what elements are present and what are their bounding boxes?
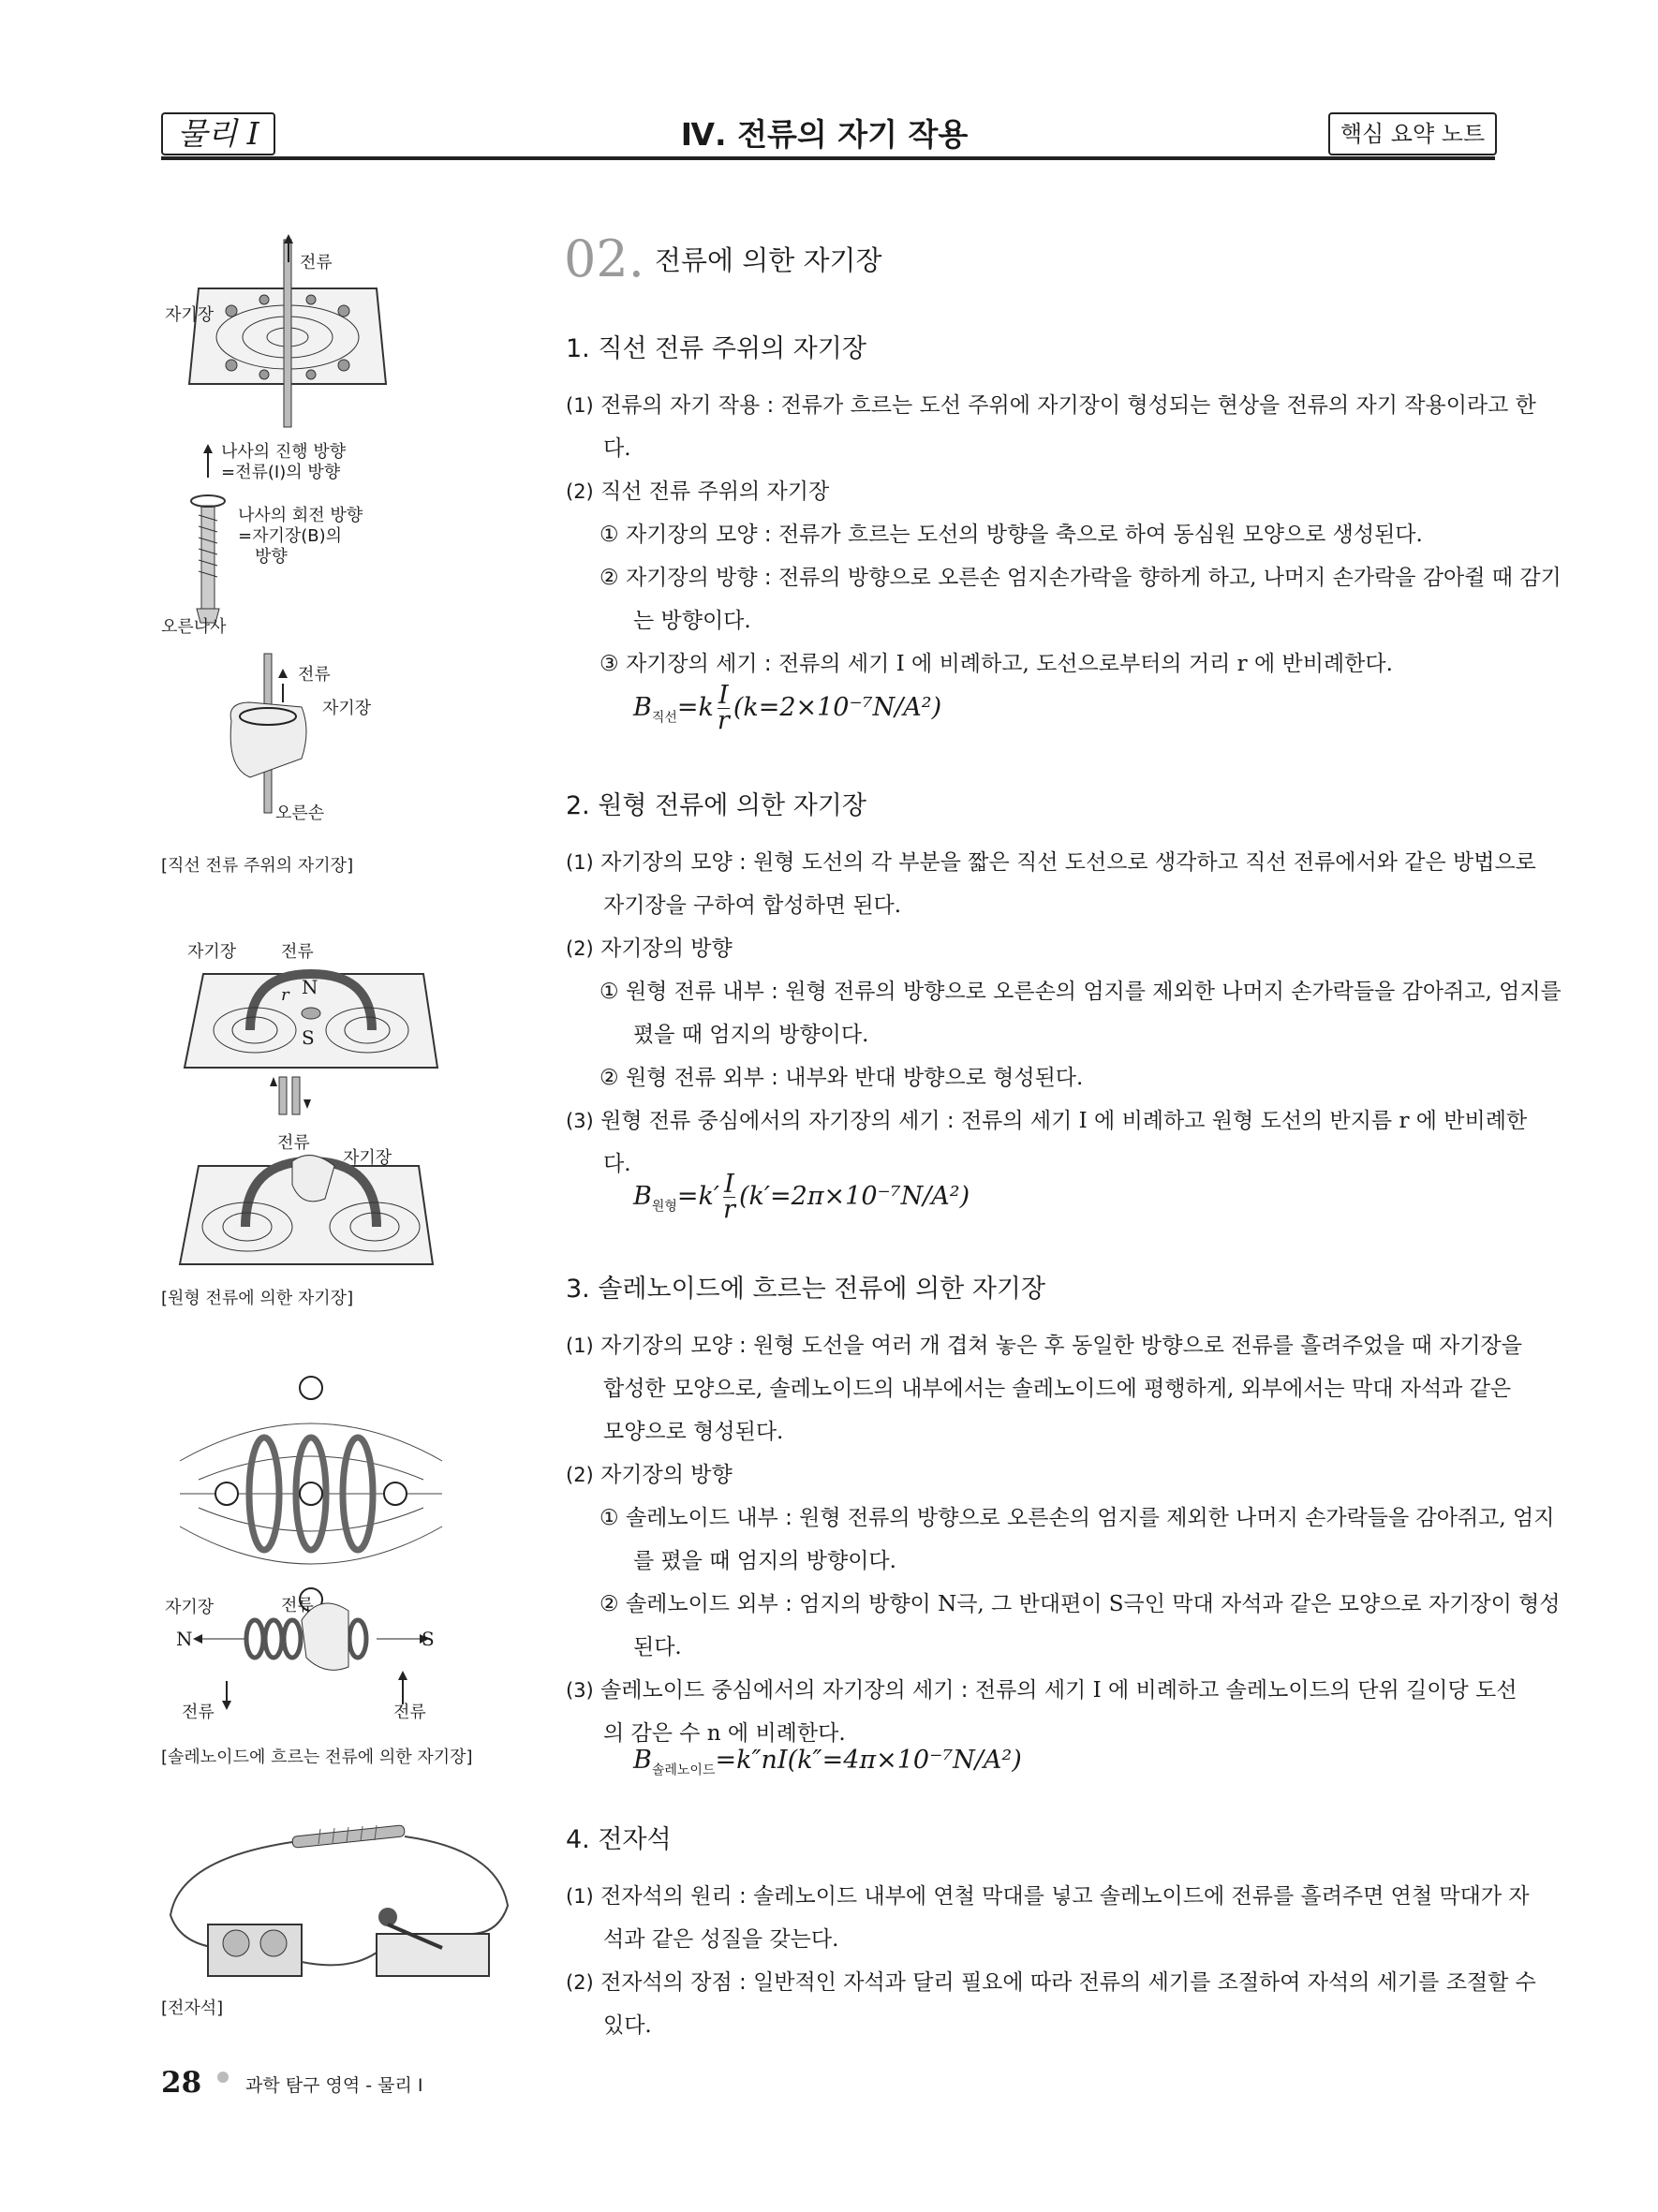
f2-current2-label: 전류	[277, 1133, 310, 1153]
s3-p1: (1) 자기장의 모양 : 원형 도선을 여러 개 겹쳐 놓은 후 동일한 방향으로 전류를 흘려주었을 때 자기장을 합성한 모양으로, 솔레노이드의 내부에서는 솔레노이드에 평행하게, 외부에서는 막대 자석과 같은 모양으로 형성된다.	[566, 1334, 1522, 1444]
s3-p3: (3) 솔레노이드 중심에서의 자기장의 세기 : 전류의 세기 I 에 비례하고 솔레노이드의 단위 길이당 도선의 감은 수 n 에 비례한다.	[566, 1678, 1517, 1746]
f3-current-right: 전류	[393, 1703, 426, 1722]
f1-screw-label: 오른나사	[161, 617, 227, 637]
f2-field2-label: 자기장	[343, 1148, 392, 1168]
subject-tag: 물리 I	[161, 112, 275, 155]
s3-i2: ② 솔레노이드 외부 : 엄지의 방향이 N극, 그 반대편이 S극인 막대 자석과 같은 모양으로 자기장이 형성된다.	[600, 1592, 1561, 1659]
s1-p2: (2) 직선 전류 주위의 자기장	[566, 479, 830, 504]
section-label: 전류에 의한 자기장	[654, 244, 882, 276]
chapter-title: Ⅳ. 전류의 자기 작용	[680, 116, 969, 153]
s4-p2: (2) 전자석의 장점 : 일반적인 자석과 달리 필요에 따라 전류의 세기를 조절하여 자석의 세기를 조절할 수 있다.	[566, 1970, 1536, 2038]
footer-bullet	[217, 2072, 229, 2083]
page-number: 28	[161, 2066, 202, 2100]
f2-n-label: N	[302, 976, 318, 998]
f2-r-label: r	[281, 985, 289, 1005]
f1-screw-rot: 나사의 회전 방향 =자기장(B)의 방향	[238, 506, 363, 567]
f2-s-label: S	[302, 1026, 315, 1049]
section-number: 02.	[564, 229, 644, 288]
f3-s-label: S	[422, 1628, 435, 1650]
f1-field-label: 자기장	[165, 305, 215, 325]
s2-p1: (1) 자기장의 모양 : 원형 도선의 각 부분을 짧은 직선 도선으로 생각하고 직선 전류에서와 같은 방법으로 자기장을 구하여 합성하면 된다.	[566, 850, 1536, 918]
f1-screw-adv: 나사의 진행 방향 =전류(I)의 방향	[221, 442, 347, 482]
figure-solenoid	[161, 1367, 461, 1733]
s1-i2: ② 자기장의 방향 : 전류의 방향으로 오른손 엄지손가락을 향하게 하고, 나머지 손가락을 감아쥘 때 감기는 방향이다.	[600, 566, 1562, 633]
s2-p3: (3) 원형 전류 중심에서의 자기장의 세기 : 전류의 세기 I 에 비례하고 원형 도선의 반지름 r 에 반비례한다.	[566, 1109, 1528, 1176]
f2-current-label: 전류	[281, 942, 314, 962]
caption-circular: [원형 전류에 의한 자기장]	[161, 1289, 354, 1308]
f1-current-label: 전류	[300, 253, 333, 273]
s3-i1: ① 솔레노이드 내부 : 원형 전류의 방향으로 오른손의 엄지를 제외한 나머지 손가락들을 감아쥐고, 엄지를 폈을 때 엄지의 방향이다.	[600, 1506, 1555, 1573]
f3-field-label: 자기장	[165, 1598, 215, 1617]
f1-hand-field: 자기장	[322, 699, 372, 718]
formula-straight: $B_{직선}=k$ $\frac{I}{r}$ (k=2×10⁻⁷N/A²)	[633, 681, 942, 735]
f1-hand-current: 전류	[298, 665, 331, 685]
header-rule	[161, 156, 1495, 160]
caption-electromagnet: [전자석]	[161, 1998, 224, 2018]
summary-badge: 핵심 요약 노트	[1328, 112, 1497, 155]
s2-i1: ① 원형 전류 내부 : 원형 전류의 방향으로 오른손의 엄지를 제외한 나머지 손가락들을 감아쥐고, 엄지를 폈을 때 엄지의 방향이다.	[600, 980, 1562, 1047]
formula-solenoid: $B_{솔레노이드}=k''nI(k''=4\pi\times 10^{-7}N/A^2)$	[633, 1746, 1022, 1778]
f3-n-label: N	[176, 1628, 193, 1650]
s1-i3: ③ 자기장의 세기 : 전류의 세기 I 에 비례하고, 도선으로부터의 거리 r 에 반비례한다.	[600, 652, 1393, 676]
s4-p1: (1) 전자석의 원리 : 솔레노이드 내부에 연철 막대를 넣고 솔레노이드에 전류를 흘려주면 연철 막대가 자석과 같은 성질을 갖는다.	[566, 1884, 1530, 1952]
heading-solenoid: 3. 솔레노이드에 흐르는 전류에 의한 자기장	[566, 1275, 1046, 1304]
f3-current-left: 전류	[182, 1703, 215, 1722]
s1-i1: ① 자기장의 모양 : 전류가 흐르는 도선의 방향을 축으로 하여 동심원 모양으로 생성된다.	[600, 523, 1423, 547]
section-title	[564, 229, 882, 288]
s2-p2: (2) 자기장의 방향	[566, 936, 733, 961]
caption-solenoid: [솔레노이드에 흐르는 전류에 의한 자기장]	[161, 1747, 473, 1767]
s2-i2: ② 원형 전류 외부 : 내부와 반대 방향으로 형성된다.	[600, 1066, 1084, 1090]
f2-field-label: 자기장	[187, 942, 237, 962]
s3-p2: (2) 자기장의 방향	[566, 1463, 733, 1487]
heading-straight-current: 1. 직선 전류 주위의 자기장	[566, 334, 866, 363]
figure-electromagnet	[161, 1812, 517, 1990]
heading-circular-current: 2. 원형 전류에 의한 자기장	[566, 791, 866, 820]
f1-hand-label: 오른손	[275, 804, 325, 823]
heading-electromagnet: 4. 전자석	[566, 1825, 672, 1854]
formula-circular: $B_{원형}=k'$ $\frac{I}{r}$ (k′=2π×10⁻⁷N/A²)	[633, 1170, 970, 1224]
caption-straight: [직선 전류 주위의 자기장]	[161, 856, 354, 876]
f3-current-label: 전류	[281, 1596, 314, 1615]
s1-p1: (1) 전류의 자기 작용 : 전류가 흐르는 도선 주위에 자기장이 형성되는 현상을 전류의 자기 작용이라고 한다.	[566, 393, 1536, 461]
footer-text: 과학 탐구 영역 - 물리 I	[245, 2075, 423, 2096]
